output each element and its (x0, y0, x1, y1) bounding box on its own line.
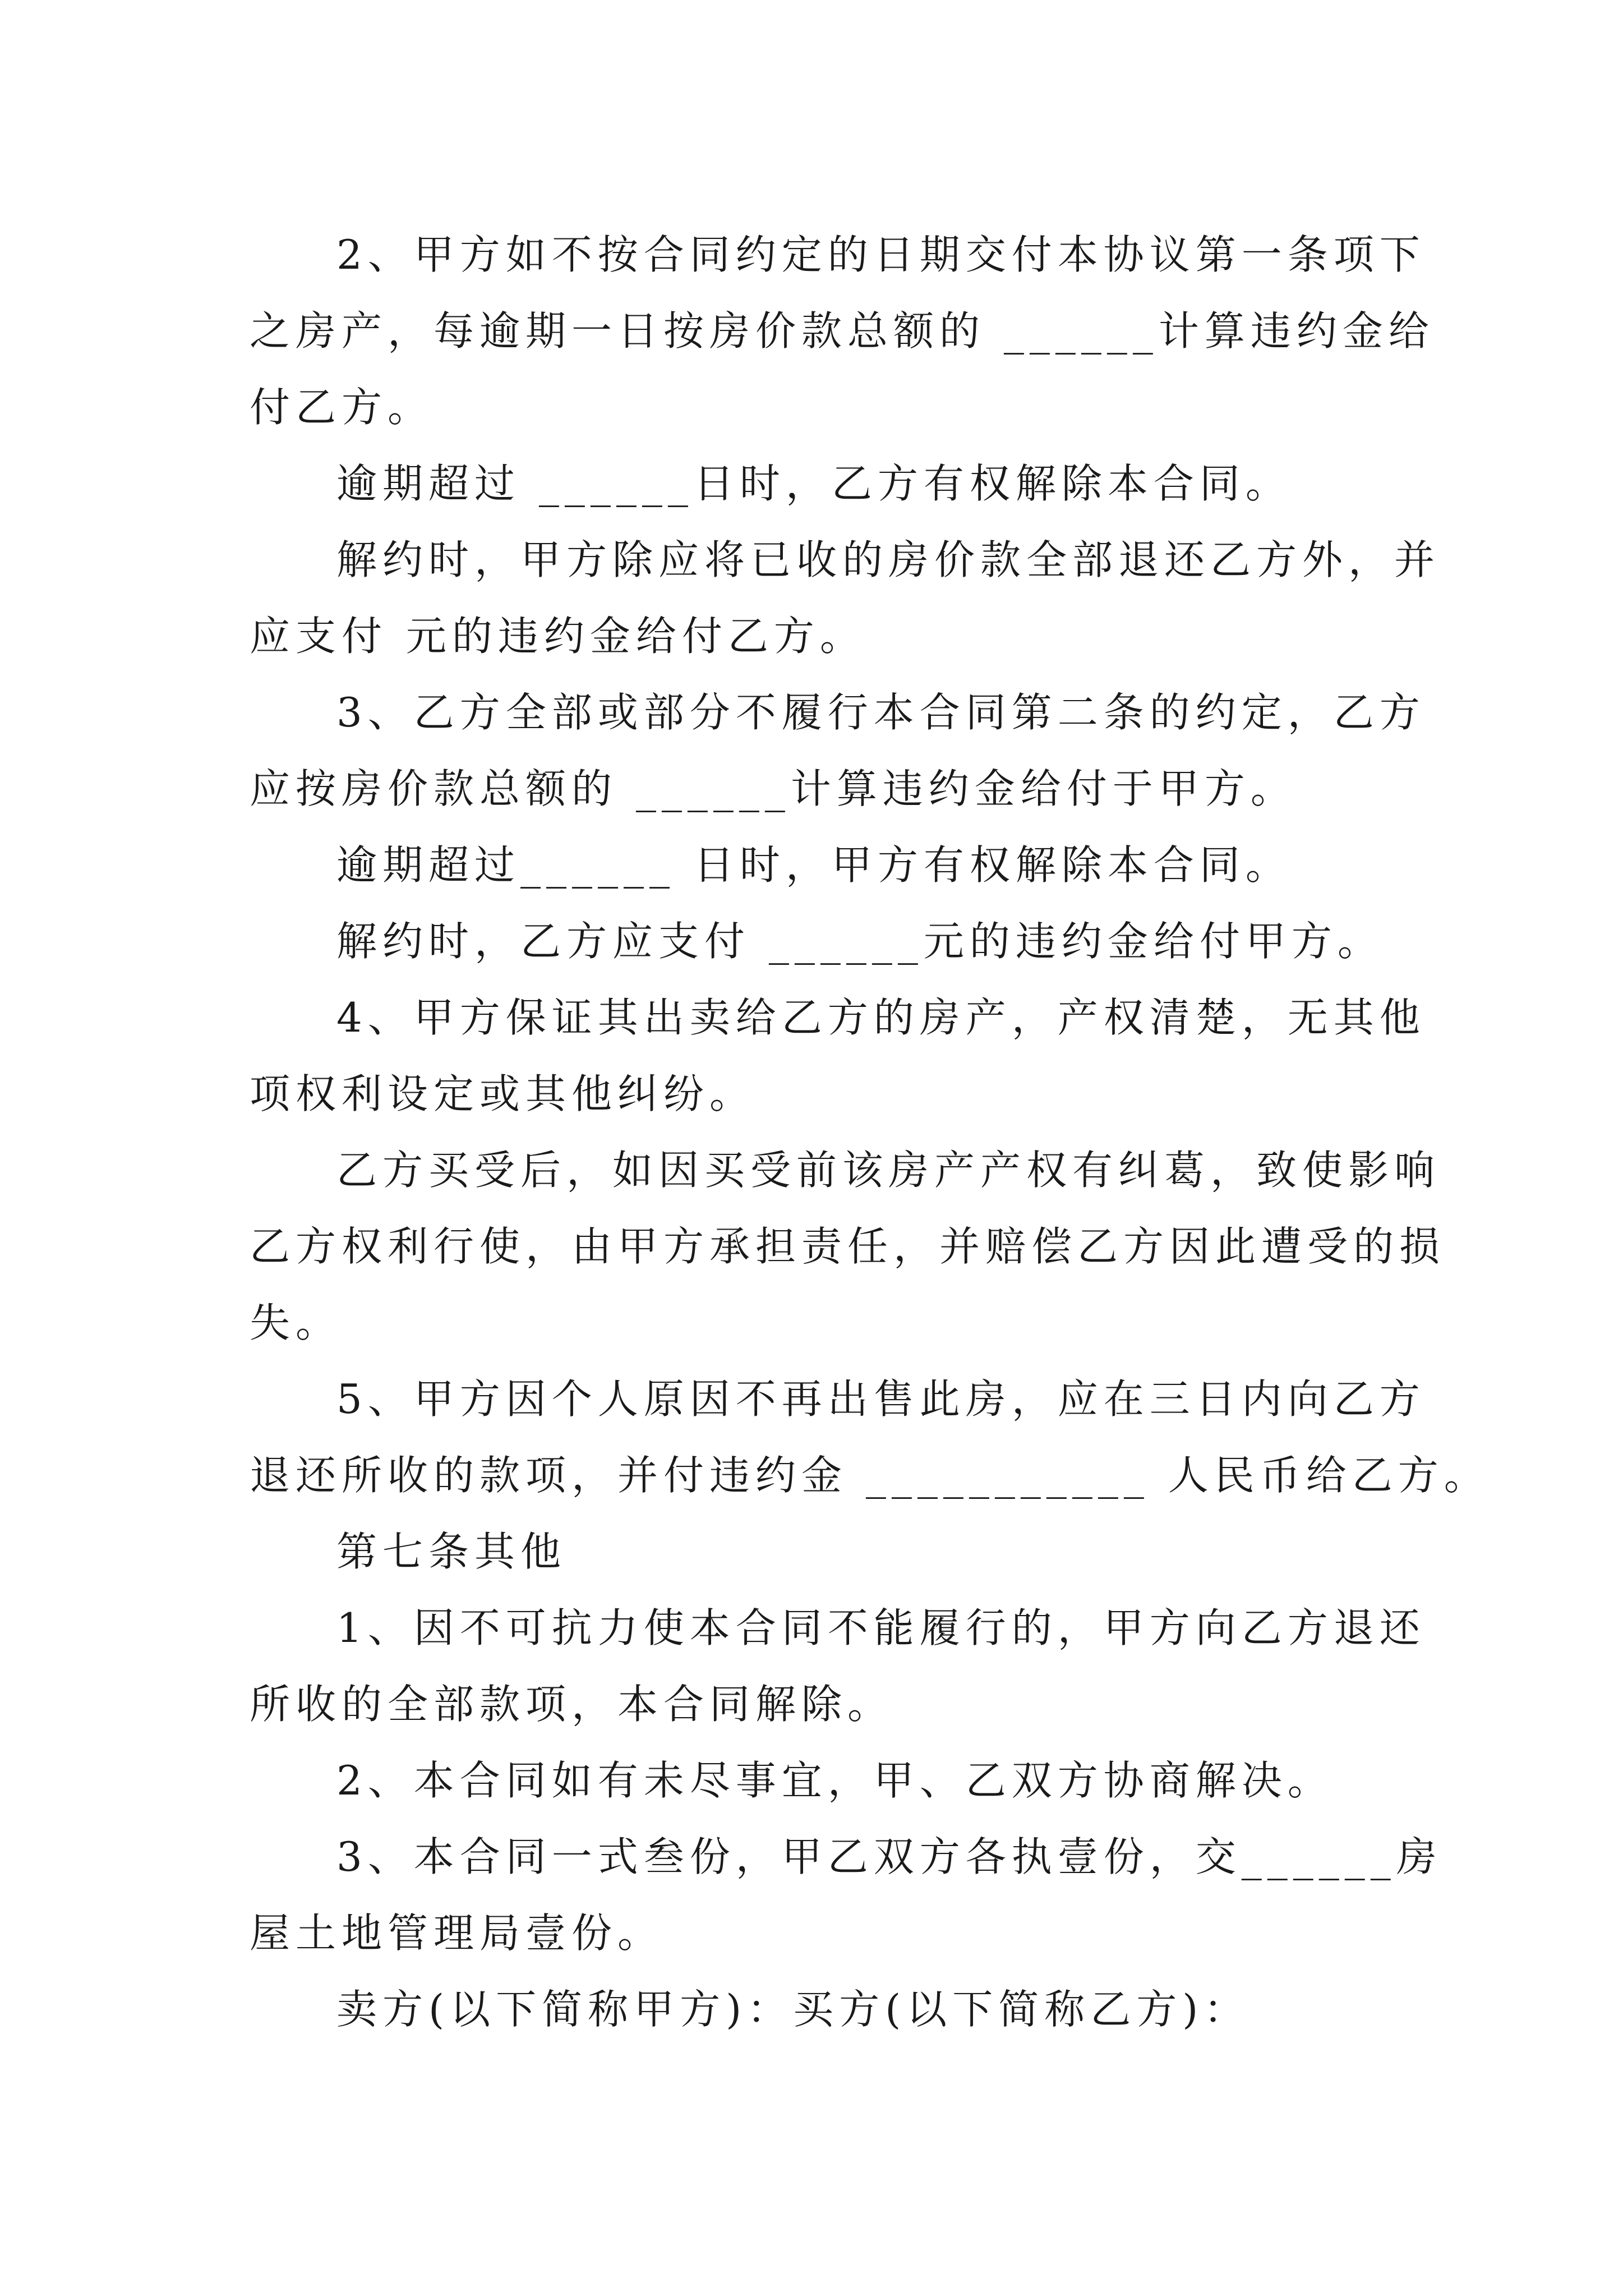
signature-line: 卖方(以下简称甲方)：买方(以下简称乙方)： (336, 1986, 1250, 2033)
text-line: 4、甲方保证其出卖给乙方的房产，产权清楚，无其他 (336, 994, 1426, 1041)
section-heading: 第七条其他 (336, 1528, 567, 1575)
text-line: 失。 (250, 1299, 342, 1346)
text-line: 退还所收的款项，并付违约金 ___________ 人民币给乙方。 (250, 1452, 1490, 1499)
text-line: 应支付 元的违约金给付乙方。 (250, 613, 866, 660)
text-line: 付乙方。 (250, 384, 434, 431)
text-line: 之房产，每逾期一日按房价款总额的 ______计算违约金给 (250, 307, 1435, 355)
text-line: 应按房价款总额的 ______计算违约金给付于甲方。 (250, 765, 1297, 812)
text-line: 乙方买受后，如因买受前该房产产权有纠葛，致使影响 (336, 1147, 1441, 1194)
text-line: 屋土地管理局壹份。 (250, 1910, 664, 1957)
text-line: 解约时，甲方除应将已收的房价款全部退还乙方外，并 (336, 536, 1441, 583)
text-line: 逾期超过 ______日时，乙方有权解除本合同。 (336, 460, 1292, 507)
text-line: 乙方权利行使，由甲方承担责任，并赔偿乙方因此遭受的损 (250, 1223, 1446, 1270)
text-line: 项权利设定或其他纠纷。 (250, 1070, 756, 1117)
text-line: 2、本合同如有未尽事宜，甲、乙双方协商解决。 (336, 1757, 1334, 1804)
text-line: 2、甲方如不按合同约定的日期交付本协议第一条项下 (336, 231, 1426, 278)
text-line: 1、因不可抗力使本合同不能履行的，甲方向乙方退还 (336, 1604, 1426, 1651)
text-line: 逾期超过______ 日时，甲方有权解除本合同。 (336, 841, 1292, 889)
text-line: 解约时，乙方应支付 ______元的违约金给付甲方。 (336, 918, 1384, 965)
text-line: 5、甲方因个人原因不再出售此房，应在三日内向乙方 (336, 1375, 1426, 1423)
text-line: 3、本合同一式叁份，甲乙双方各执壹份，交______房 (336, 1833, 1442, 1880)
text-line: 3、乙方全部或部分不履行本合同第二条的约定，乙方 (336, 689, 1426, 736)
text-line: 所收的全部款项，本合同解除。 (250, 1681, 894, 1728)
